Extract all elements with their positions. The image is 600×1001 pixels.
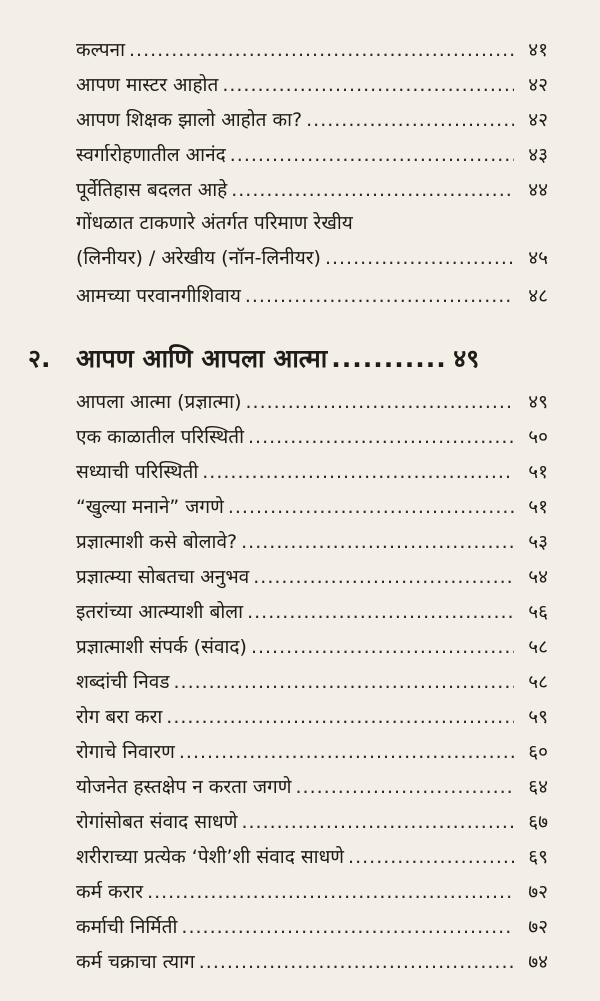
chapter-heading bbox=[28, 344, 548, 374]
toc-entry-page: ५० bbox=[528, 426, 548, 448]
toc-entry bbox=[76, 530, 548, 554]
toc-entry-title: योजनेत हस्तक्षेप न करता जगणे bbox=[76, 776, 292, 798]
leader-dots bbox=[251, 635, 514, 659]
toc-entry bbox=[76, 845, 548, 869]
toc-entry-page: ५९ bbox=[528, 706, 548, 728]
leader-dots bbox=[129, 38, 514, 62]
toc-entry-page: ५६ bbox=[528, 601, 548, 623]
leader-dots bbox=[166, 705, 514, 729]
toc-entry-title: इतरांच्या आत्म्याशी बोला bbox=[76, 601, 244, 623]
toc-entry-title: शब्दांची निवड bbox=[76, 671, 170, 693]
leader-dots bbox=[173, 670, 514, 694]
toc-entry-title: एक काळातील परिस्थिती bbox=[76, 426, 244, 448]
toc-entry-page: ५८ bbox=[528, 636, 548, 658]
leader-dots bbox=[248, 425, 514, 449]
toc-entry-page: ५४ bbox=[528, 566, 548, 588]
toc-entry bbox=[76, 460, 548, 484]
toc-entry bbox=[76, 740, 548, 764]
leader-dots bbox=[231, 178, 514, 202]
toc-entry-title: सध्याची परिस्थिती bbox=[76, 461, 199, 483]
toc-entry-page: ७२ bbox=[528, 916, 548, 938]
toc-entry-page: ५८ bbox=[528, 671, 548, 693]
toc-entry-page: ६० bbox=[528, 741, 548, 763]
toc-entry-page: ४५ bbox=[528, 247, 548, 269]
toc-entry-title: प्रज्ञात्माशी कसे बोलावे? bbox=[76, 531, 238, 553]
chapter-title: आपण आणि आपला आत्मा bbox=[76, 344, 328, 373]
toc-entry-page: ७४ bbox=[528, 951, 548, 973]
leader-dots bbox=[245, 284, 514, 308]
toc-entry-title: रोग बरा करा bbox=[76, 706, 163, 728]
chapter-number: २. bbox=[28, 344, 51, 373]
toc-entry bbox=[76, 143, 548, 167]
toc-entry-title: शरीराच्या प्रत्येक ‘पेशी’शी संवाद साधणे bbox=[76, 846, 345, 868]
toc-entry-page: ७२ bbox=[528, 881, 548, 903]
toc-entry-title: रोगांसोबत संवाद साधणे bbox=[76, 811, 238, 833]
toc-entry bbox=[76, 565, 548, 589]
toc-entry bbox=[76, 178, 548, 202]
toc-entry-page: ६७ bbox=[528, 811, 548, 833]
toc-entry-page: ४२ bbox=[528, 109, 548, 131]
toc-entry bbox=[76, 390, 548, 414]
toc-entry-title: आपण शिक्षक झालो आहोत का? bbox=[76, 109, 303, 131]
leader-dots bbox=[348, 845, 514, 869]
toc-entry-page: ४२ bbox=[528, 74, 548, 96]
toc-entry-page: ६९ bbox=[528, 846, 548, 868]
toc-entry bbox=[76, 425, 548, 449]
toc-entry-title-line1: गोंधळात टाकणारे अंतर्गत परिमाण रेखीय bbox=[76, 212, 353, 234]
toc-entry-page: ५१ bbox=[528, 461, 548, 483]
toc-entry bbox=[76, 880, 548, 904]
toc-entry-title: कर्माची निर्मिती bbox=[76, 916, 178, 938]
toc-entry bbox=[76, 915, 548, 939]
toc-entry bbox=[76, 73, 548, 97]
leader-dots bbox=[306, 108, 514, 132]
toc-entry bbox=[76, 495, 548, 519]
toc-entry bbox=[76, 38, 548, 62]
toc-entry bbox=[76, 670, 548, 694]
chapter-page: ४९ bbox=[453, 344, 480, 373]
toc-entry-title: कर्म चक्राचा त्याग bbox=[76, 951, 195, 973]
toc-entry-title: आपला आत्मा (प्रज्ञात्मा) bbox=[76, 391, 242, 413]
toc-entry bbox=[76, 775, 548, 799]
toc-entry bbox=[76, 705, 548, 729]
toc-entry-title: स्वर्गारोहणातील आनंद bbox=[76, 144, 226, 166]
leader-dots bbox=[246, 390, 515, 414]
toc-entry-title: प्रज्ञात्माशी संपर्क (संवाद) bbox=[76, 636, 247, 658]
leader-dots bbox=[222, 73, 514, 97]
leader-dots bbox=[202, 460, 514, 484]
toc-entry bbox=[76, 600, 548, 624]
leader-dots bbox=[296, 775, 515, 799]
toc-entry-page: ४४ bbox=[528, 179, 548, 201]
toc-entry-title: कल्पना bbox=[76, 39, 126, 61]
toc-entry-page: ४१ bbox=[528, 39, 548, 61]
toc-entry-title: रोगाचे निवारण bbox=[76, 741, 175, 763]
toc-entry-title-line2: (लिनीयर) / अरेखीय (नॉन-लिनीयर) bbox=[76, 247, 321, 269]
leader-dots bbox=[331, 344, 449, 374]
leader-dots bbox=[179, 740, 514, 764]
toc-entry-page: ४८ bbox=[528, 285, 548, 307]
toc-entry bbox=[76, 246, 548, 270]
toc-entry-title: आपण मास्टर आहोत bbox=[76, 74, 219, 96]
toc-entry bbox=[76, 950, 548, 974]
toc-entry-title: प्रज्ञात्म्या सोबतचा अनुभव bbox=[76, 566, 250, 588]
leader-dots bbox=[241, 810, 514, 834]
toc-entry-title: कर्म करार bbox=[76, 881, 144, 903]
toc-entry-title: पूर्वेतिहास बदलत आहे bbox=[76, 179, 228, 201]
leader-dots bbox=[147, 880, 514, 904]
leader-dots bbox=[325, 246, 514, 270]
leader-dots bbox=[199, 950, 514, 974]
toc-entry-page: ४३ bbox=[528, 144, 548, 166]
toc-entry-page: ५३ bbox=[528, 531, 548, 553]
leader-dots bbox=[253, 565, 514, 589]
toc-entry-title: आमच्या परवानगीशिवाय bbox=[76, 285, 241, 307]
leader-dots bbox=[230, 143, 514, 167]
leader-dots bbox=[247, 600, 514, 624]
leader-dots bbox=[228, 495, 514, 519]
leader-dots bbox=[181, 915, 514, 939]
toc-entry-page: ४९ bbox=[528, 391, 548, 413]
leader-dots bbox=[241, 530, 514, 554]
toc-entry-page: ६४ bbox=[528, 776, 548, 798]
toc-entry-title: “खुल्या मनाने” जगणे bbox=[76, 496, 224, 518]
toc-entry-page: ५१ bbox=[528, 496, 548, 518]
toc-entry bbox=[76, 284, 548, 308]
toc-entry bbox=[76, 810, 548, 834]
toc-entry bbox=[76, 635, 548, 659]
toc-entry bbox=[76, 108, 548, 132]
